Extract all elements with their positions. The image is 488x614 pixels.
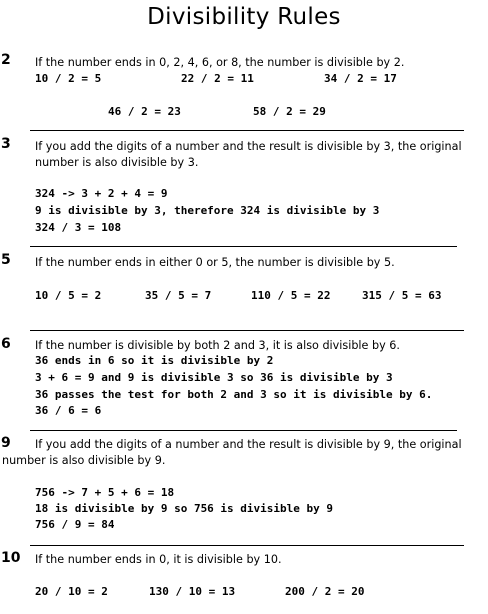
example: 36 / 6 = 6 xyxy=(35,404,102,417)
example: 324 / 3 = 108 xyxy=(35,221,122,234)
example: 36 passes the test for both 2 and 3 so it is divisible by 6. xyxy=(35,388,433,401)
example: 130 / 10 = 13 xyxy=(149,585,236,598)
example: 36 ends in 6 so it is divisible by 2 xyxy=(35,354,274,367)
rule-text: If the number ends in 0, it is divisible by 10. xyxy=(35,553,282,566)
example: 18 is divisible by 9 so 756 is divisible by 9 xyxy=(35,502,334,515)
rule-text: number is also divisible by 3. xyxy=(35,156,199,169)
section-divider xyxy=(30,545,464,546)
section-number: 6 xyxy=(1,336,11,352)
example: 20 / 10 = 2 xyxy=(35,585,108,598)
example: 34 / 2 = 17 xyxy=(324,72,397,85)
example: 110 / 5 = 22 xyxy=(251,289,331,302)
example: 756 / 9 = 84 xyxy=(35,518,115,531)
section-number: 9 xyxy=(1,435,11,451)
page-title: Divisibility Rules xyxy=(147,4,341,30)
section-number: 10 xyxy=(1,550,21,566)
rule-text: number is also divisible by 9. xyxy=(2,454,166,467)
rule-text: If you add the digits of a number and the result is divisible by 3, the original xyxy=(35,140,462,153)
example: 58 / 2 = 29 xyxy=(253,105,326,118)
rule-text: If you add the digits of a number and the result is divisible by 9, the original xyxy=(35,438,462,451)
example: 200 / 2 = 20 xyxy=(285,585,365,598)
example: 22 / 2 = 11 xyxy=(181,72,254,85)
rule-text: If the number ends in 0, 2, 4, 6, or 8, the number is divisible by 2. xyxy=(35,56,405,69)
example: 324 -> 3 + 2 + 4 = 9 xyxy=(35,187,168,200)
section-divider xyxy=(30,430,457,431)
section-divider xyxy=(30,330,464,331)
example: 756 -> 7 + 5 + 6 = 18 xyxy=(35,486,175,499)
section-number: 5 xyxy=(1,252,11,268)
example: 315 / 5 = 63 xyxy=(362,289,442,302)
example: 10 / 5 = 2 xyxy=(35,289,102,302)
section-divider xyxy=(30,130,464,131)
example: 10 / 2 = 5 xyxy=(35,72,102,85)
example: 3 + 6 = 9 and 9 is divisible 3 so 36 is divisible by 3 xyxy=(35,371,393,384)
example: 35 / 5 = 7 xyxy=(145,289,212,302)
section-number: 2 xyxy=(1,52,11,68)
section-divider xyxy=(30,246,457,247)
rule-text: If the number is divisible by both 2 and 3, it is also divisible by 6. xyxy=(35,339,400,352)
section-number: 3 xyxy=(1,136,11,152)
rule-text: If the number ends in either 0 or 5, the number is divisible by 5. xyxy=(35,256,395,269)
example: 46 / 2 = 23 xyxy=(108,105,181,118)
example: 9 is divisible by 3, therefore 324 is divisible by 3 xyxy=(35,204,380,217)
